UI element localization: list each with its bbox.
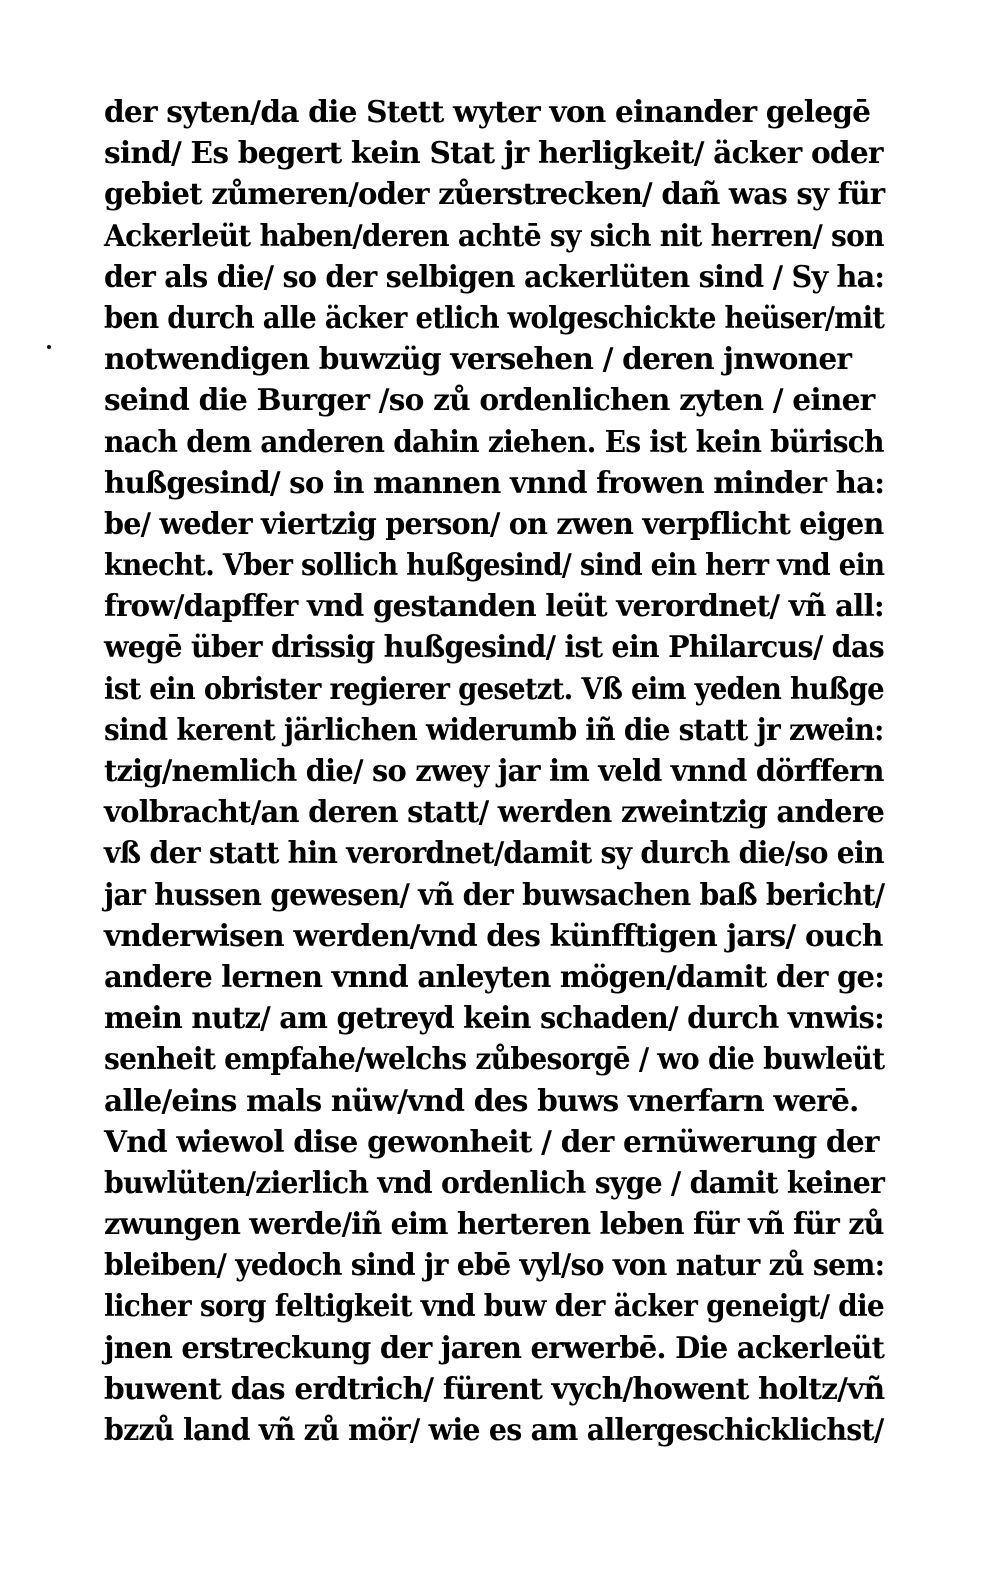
blackletter-text-block [104, 92, 894, 1451]
text-line: bleiben/ yedoch sind jr ebē vyl/so von natur zů sem: [104, 1248, 885, 1284]
text-line: sind/ Es begert kein Stat jr herligkeit/ äcker oder [104, 136, 883, 172]
text-line: der syten/da die Stett wyter von einander gelegē [104, 95, 871, 130]
text-line: vß der statt hin verordnet/damit sy durch die/so ein [104, 836, 884, 872]
text-line: alle/eins mals nüw/vnd des buws vnerfarn werē. [104, 1083, 859, 1119]
text-line: frow/dapffer vnd gestanden leüt verordnet/ vñ all: [104, 589, 884, 625]
text-line: sind kerent järlichen widerumb iñ die statt jr zwein: [104, 712, 884, 748]
text-line: der als die/ so der selbigen ackerlüten sind / Sy ha: [104, 259, 885, 295]
text-line: Vnd wiewol dise gewonheit / der ernüwerung der [104, 1124, 879, 1160]
text-line: knecht. Vber sollich hußgesind/ sind ein herr vnd ein [104, 548, 885, 584]
text-line: buwent das erdtrich/ fürent vych/howent holtz/vñ [104, 1371, 885, 1407]
text-line: senheit empfahe/welchs zůbesorgē / wo die buwleüt [104, 1042, 885, 1078]
text-line: volbracht/an deren statt/ werden zweintzig andere [104, 795, 885, 831]
text-line: buwlüten/zierlich vnd ordenlich syge / damit keiner [104, 1165, 885, 1201]
text-line: tzig/nemlich die/ so zwey jar im veld vnnd dörffern [104, 754, 884, 789]
text-line: hußgesind/ so in mannen vnnd frowen minder ha: [104, 465, 885, 501]
text-line: andere lernen vnnd anleyten mögen/damit der ge: [104, 959, 885, 995]
text-line: mein nutz/ am getreyd kein schaden/ durch vnwis: [104, 1001, 885, 1037]
text-line: be/ weder viertzig person/ on zwen verpflicht eigen [104, 506, 884, 542]
text-line: bzzů land vñ zů mör/ wie es am allergeschicklichst/ [104, 1413, 884, 1448]
text-line: jnen erstreckung der jaren erwerbē. Die ackerleüt [104, 1330, 885, 1366]
text-line: Ackerleüt haben/deren achtē sy sich nit herren/ son [104, 218, 884, 254]
text-line: wegē über drissig hußgesind/ ist ein Philarcus/ das [104, 630, 884, 666]
text-line: seind die Burger /so zů ordenlichen zyten / einer [104, 383, 875, 419]
text-line: ben durch alle äcker etlich wolgeschickte heüser/mit [104, 300, 885, 336]
text-line: nach dem anderen dahin ziehen. Es ist kein bürisch [104, 424, 884, 460]
text-line: ist ein obrister regierer gesetzt. Vß eim yeden hußge [104, 671, 884, 707]
text-line: jar hussen gewesen/ vñ der buwsachen baß bericht/ [104, 877, 885, 913]
text-line: licher sorg feltigkeit vnd buw der äcker geneigt/ die [104, 1289, 885, 1325]
text-line: gebiet zůmeren/oder zůerstrecken/ dañ was sy für [104, 177, 885, 213]
text-line: notwendigen buwzüg versehen / deren jnwoner [104, 342, 852, 378]
margin-speck [47, 345, 51, 349]
text-line: vnderwisen werden/vnd des künfftigen jars/ ouch [104, 918, 883, 954]
text-line: zwungen werde/iñ eim herteren leben für vñ für zů [104, 1207, 884, 1243]
